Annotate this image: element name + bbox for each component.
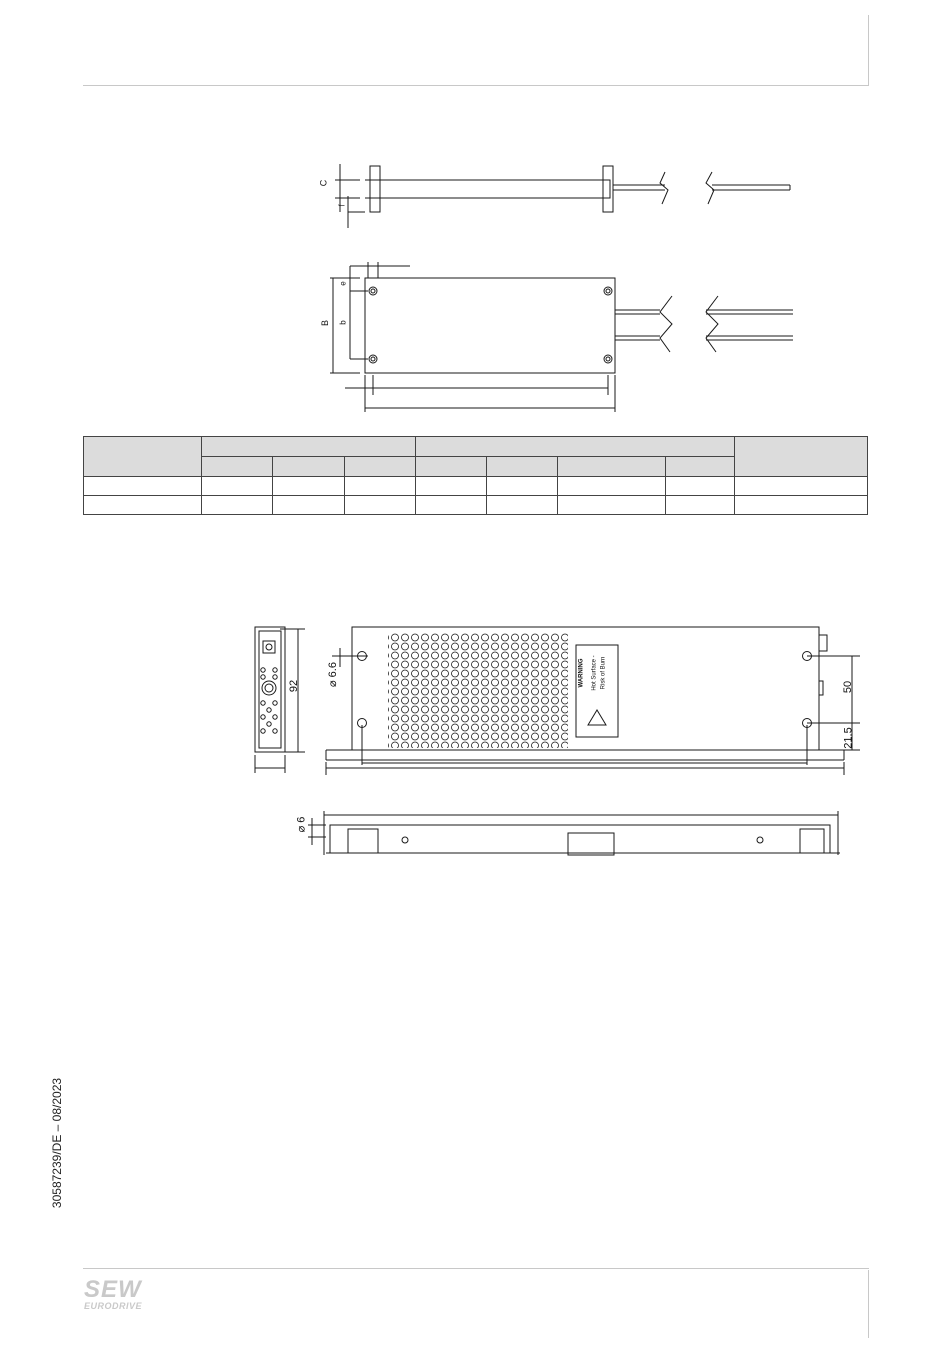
dim-label-92: 92 <box>288 679 301 693</box>
footer-vertical-rule <box>868 1270 869 1338</box>
dim-label-e: e <box>338 281 348 286</box>
logo-bottom: EURODRIVE <box>84 1301 143 1311</box>
sew-eurodrive-logo <box>84 1276 156 1319</box>
warning-line2: Risk of Burn <box>600 656 607 690</box>
warning-title: WARNING <box>578 658 585 688</box>
braking-resistor-drawing <box>240 615 870 875</box>
table-header-cell <box>84 437 202 477</box>
table-subheader-cell <box>557 457 666 477</box>
document-id: 30587239/DE – 08/2023 <box>50 1077 64 1209</box>
footer-rule <box>83 1268 869 1269</box>
table-header-cell <box>735 437 868 477</box>
table-subheader-cell <box>345 457 416 477</box>
dim-label-B: B <box>320 319 331 327</box>
table-header-group <box>416 437 735 457</box>
table-subheader-cell <box>416 457 487 477</box>
logo-top: SEW <box>84 1276 142 1303</box>
table-header-group <box>201 437 415 457</box>
header-rule <box>83 85 869 86</box>
header-vertical-rule <box>868 15 869 85</box>
table-row <box>84 496 868 515</box>
table-subheader-cell <box>272 457 345 477</box>
table-row <box>84 477 868 496</box>
warning-line1: Hot Surface - <box>591 655 598 691</box>
resistor-dimension-drawing <box>300 150 820 420</box>
table-subheader-cell <box>666 457 735 477</box>
dim-label-hole-diameter: ⌀ 6.6 <box>326 662 339 687</box>
dim-label-C: C <box>318 179 329 187</box>
table-subheader-cell <box>486 457 557 477</box>
dim-label-b: b <box>338 320 348 325</box>
warning-label <box>577 648 621 720</box>
table-subheader-cell <box>201 457 272 477</box>
dimension-table <box>83 436 868 515</box>
dim-label-21-5: 21.5 <box>842 727 855 749</box>
dim-label-50: 50 <box>842 680 855 694</box>
dim-label-f: f <box>337 204 347 207</box>
dim-label-thread-diameter: ⌀ 6 <box>295 816 308 833</box>
